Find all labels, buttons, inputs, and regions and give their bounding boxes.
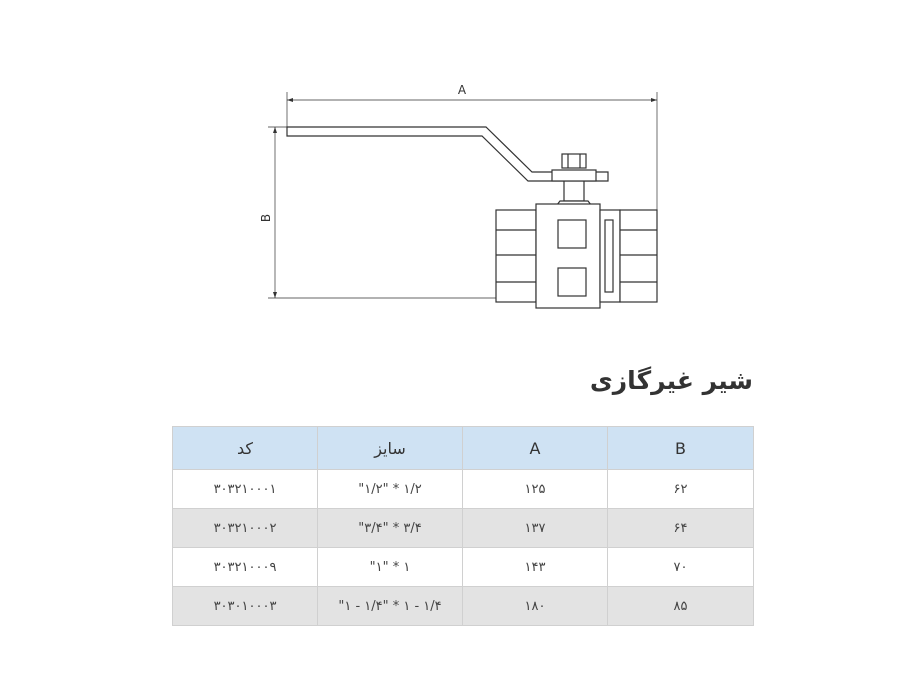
cell-code: ۳۰۳۰۱۰۰۰۳: [173, 587, 318, 626]
dim-b-arrow-top: [273, 127, 277, 133]
cell-code: ۳۰۳۲۱۰۰۰۲: [173, 509, 318, 548]
dim-a-arrow-left: [287, 98, 293, 102]
table-row: [173, 548, 754, 587]
valve-body-right: [620, 210, 657, 302]
cell-a: ۱۸۰: [463, 587, 608, 626]
table-row: [173, 470, 754, 509]
valve-drawing: [250, 70, 690, 320]
cell-code: ۳۰۳۲۱۰۰۰۹: [173, 548, 318, 587]
cell-a: ۱۲۵: [463, 470, 608, 509]
cell-size: "۳/۴" * ۳/۴: [318, 509, 463, 548]
cell-code: ۳۰۳۲۱۰۰۰۱: [173, 470, 318, 509]
table-header-row: [173, 427, 754, 470]
dim-b-label: B: [259, 213, 273, 223]
valve-body-left: [496, 210, 536, 302]
cell-b: ۶۴: [608, 509, 754, 548]
dim-b-arrow-bottom: [273, 292, 277, 298]
spec-table: [172, 426, 754, 626]
table-row: [173, 509, 754, 548]
header-size: سایز: [318, 427, 463, 470]
cell-b: ۸۵: [608, 587, 754, 626]
cell-size: "۱ - ۱/۴" * ۱ - ۱/۴: [318, 587, 463, 626]
header-a: A: [463, 427, 608, 470]
table-row: [173, 587, 754, 626]
cell-a: ۱۴۳: [463, 548, 608, 587]
cell-b: ۷۰: [608, 548, 754, 587]
dim-a-label: A: [457, 83, 467, 97]
cell-size: "۱/۲" * ۱/۲: [318, 470, 463, 509]
header-b: B: [608, 427, 754, 470]
cell-size: "۱" * ۱: [318, 548, 463, 587]
dim-a-arrow-right: [651, 98, 657, 102]
header-code: کد: [173, 427, 318, 470]
valve-stem-nut: [562, 154, 586, 168]
cell-a: ۱۳۷: [463, 509, 608, 548]
valve-stem: [564, 181, 584, 201]
product-title: شیر غیرگازی: [589, 366, 753, 395]
cell-b: ۶۲: [608, 470, 754, 509]
